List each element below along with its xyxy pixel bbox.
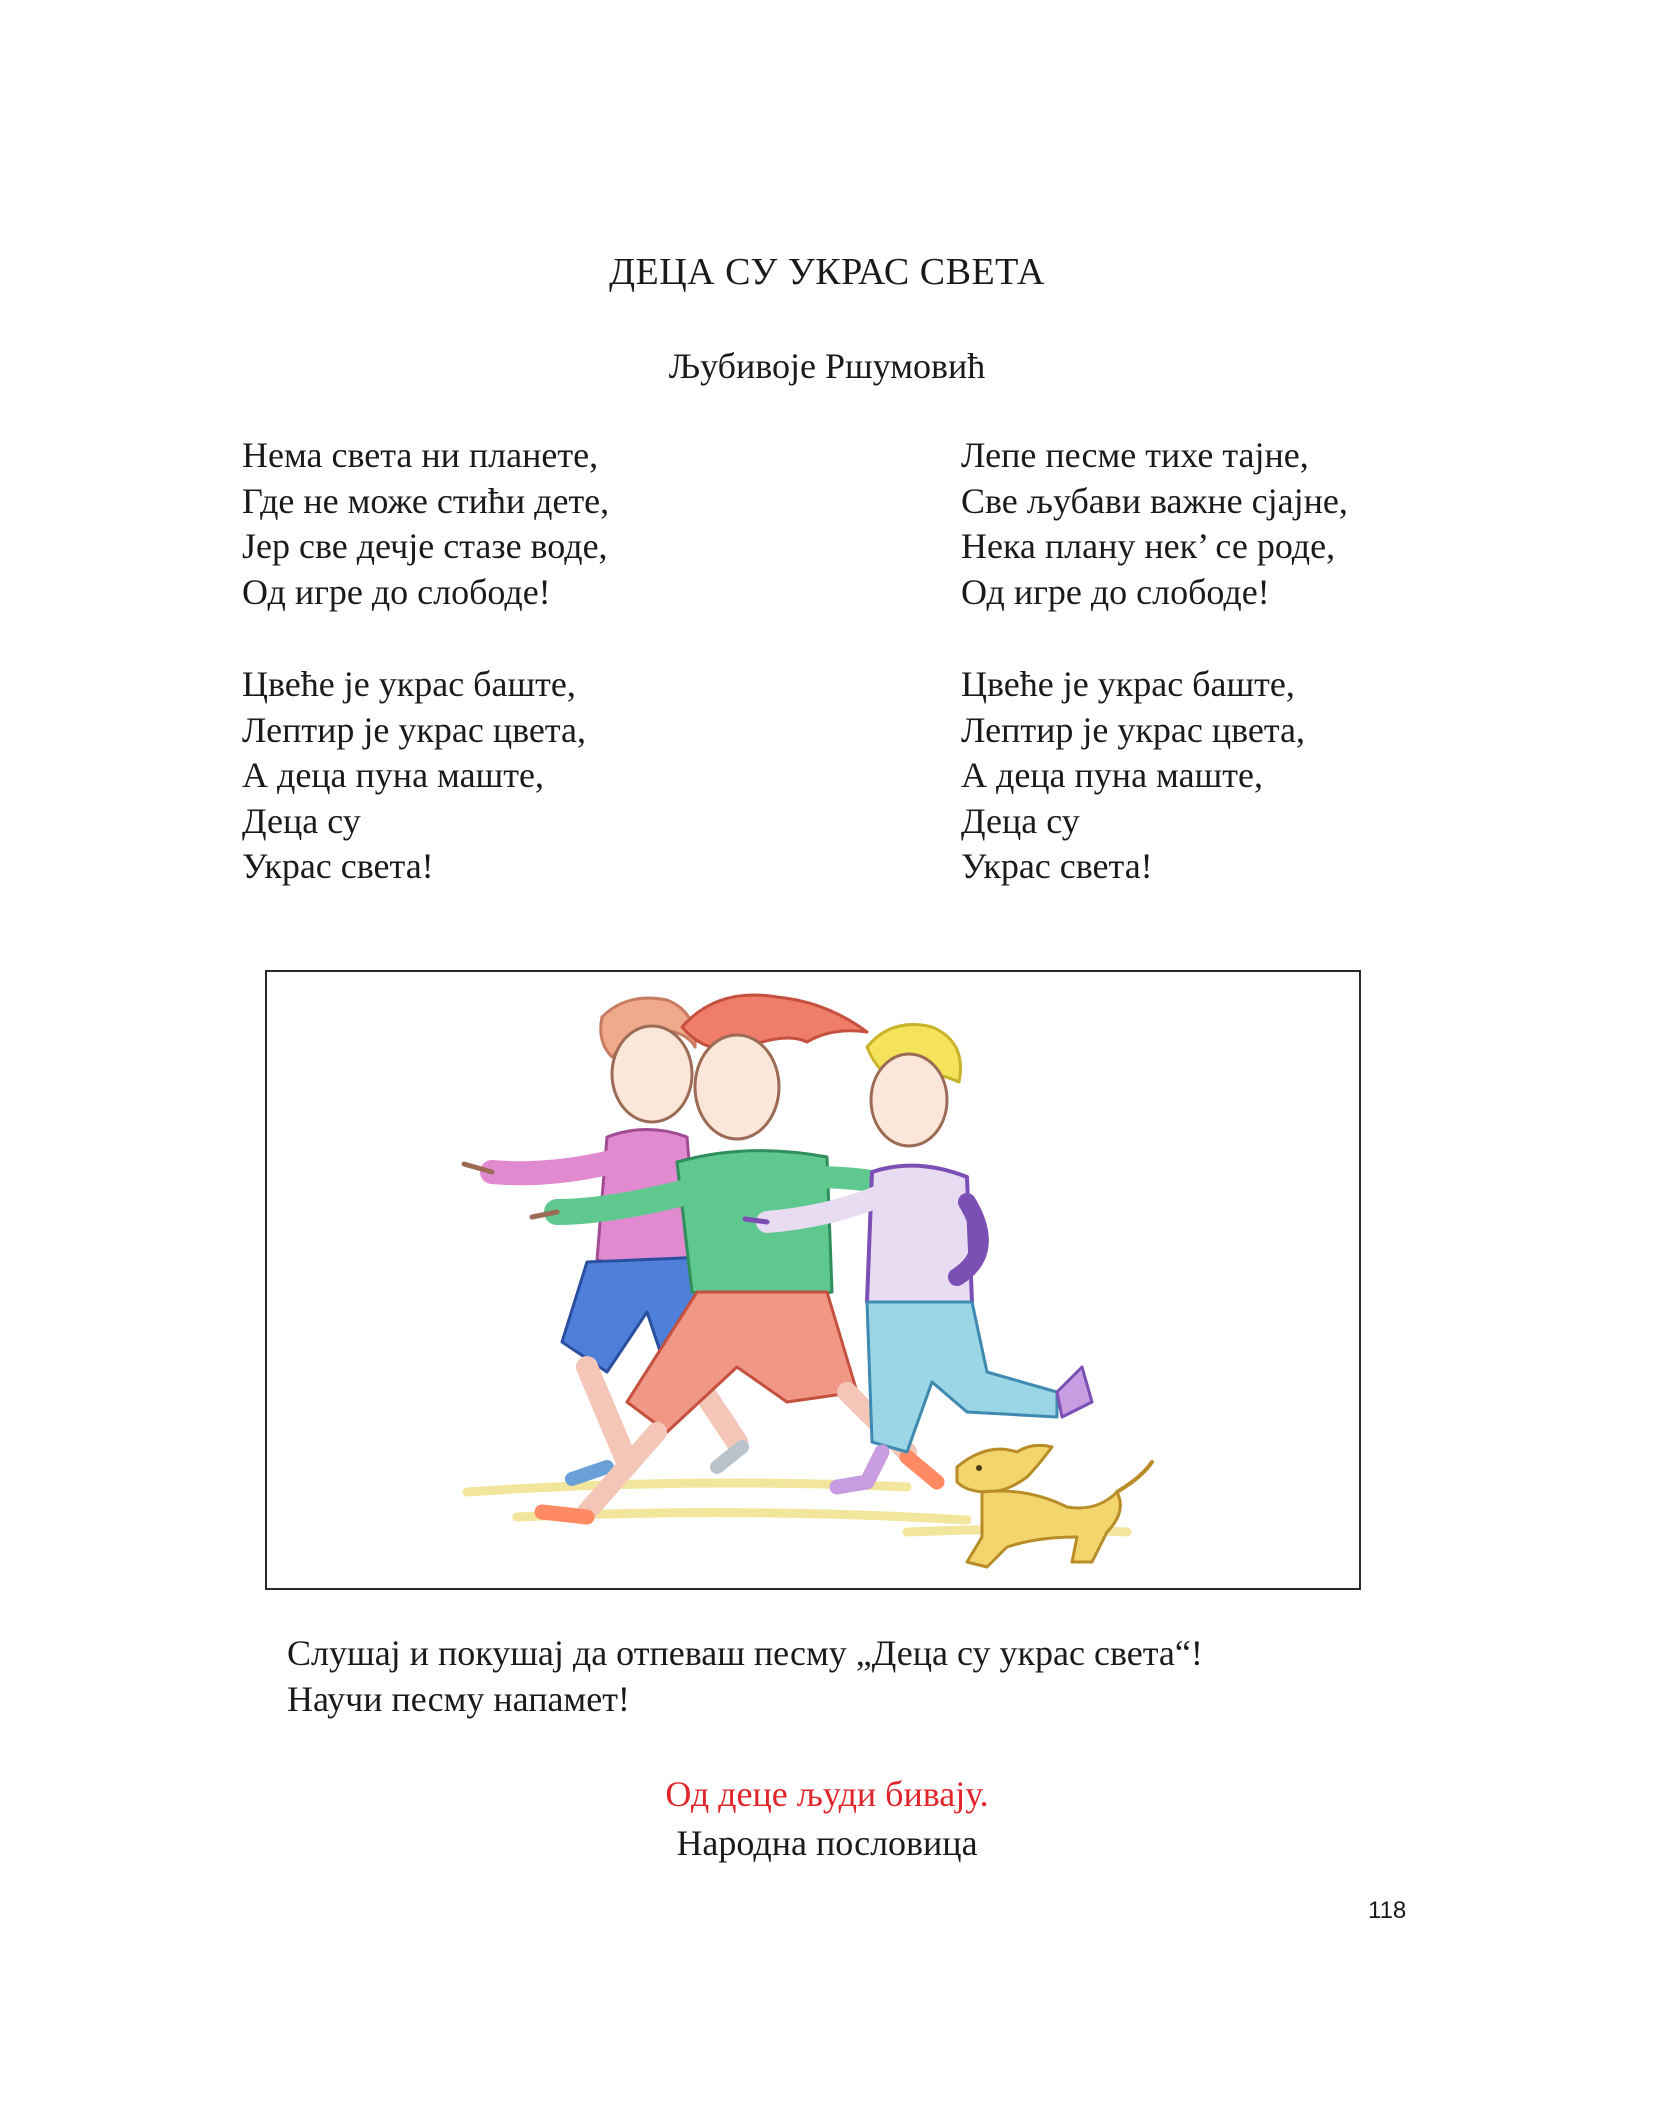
- poem-line: Цвеће је украс баште,: [242, 664, 576, 704]
- stanza-left-1: [242, 433, 609, 615]
- illustration-drawing: [267, 972, 1359, 1588]
- poem-line: Лептир је украс цвета,: [961, 709, 1306, 750]
- poem-line: Од игре до слободе!: [242, 571, 551, 612]
- stanza-left-2: [242, 662, 586, 890]
- poem-line: Нема света ни планете,: [242, 435, 599, 475]
- dog: [957, 1445, 1152, 1567]
- poem-line: Цвеће је украс баште,: [961, 664, 1295, 704]
- page-number: 118: [1368, 1897, 1407, 1924]
- poem-line: Јер све дечје стазе воде,: [242, 526, 608, 566]
- instruction-line: Слушај и покушај да отпеваш песму „Деца су украс света“!: [287, 1633, 1203, 1673]
- proverb-text: Од деце људи бивају.: [665, 1774, 989, 1814]
- poem-line: Деца су: [242, 800, 361, 841]
- poem-line: Украс света!: [961, 846, 1153, 886]
- poem-line: Све љубави важне сјајне,: [961, 480, 1348, 521]
- poem-line: Лептир је украс цвета,: [242, 709, 587, 750]
- poem-title: ДЕЦА СУ УКРАС СВЕТА: [609, 251, 1045, 293]
- proverb-source: Народна пословица: [676, 1823, 978, 1863]
- poem-author: Љубивоје Ршумовић: [668, 346, 986, 386]
- poem-line: А деца пуна маште,: [242, 755, 544, 795]
- poem-line: Нека плану нек’ се роде,: [961, 526, 1336, 566]
- poem-line: Лепе песме тихе тајне,: [961, 435, 1309, 475]
- poem-line: Украс света!: [242, 846, 434, 886]
- instruction-text: [287, 1630, 1203, 1722]
- stanza-right-1: [961, 433, 1348, 615]
- poem-line: А деца пуна маште,: [961, 755, 1263, 795]
- children-running-illustration: [265, 970, 1361, 1590]
- poem-line: Од игре до слободе!: [961, 571, 1270, 612]
- instruction-line: Научи песму напамет!: [287, 1679, 630, 1719]
- stanza-right-2: [961, 662, 1305, 890]
- poem-line: Деца су: [961, 800, 1080, 841]
- poem-line: Где не може стићи дете,: [242, 480, 610, 521]
